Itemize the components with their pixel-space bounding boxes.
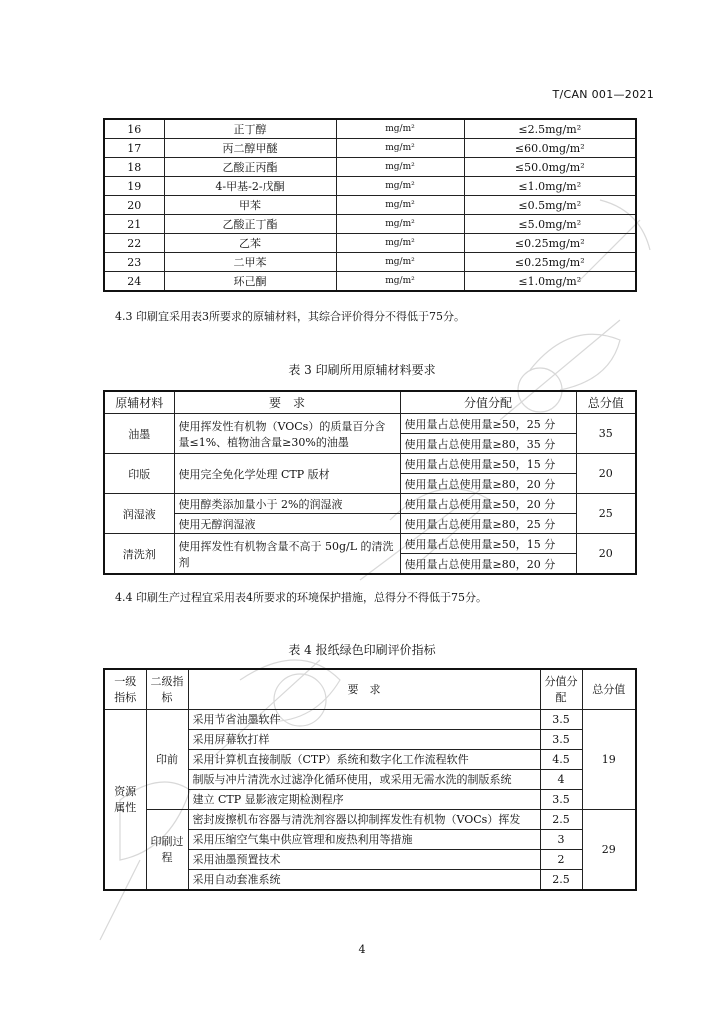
voc-table-row xyxy=(104,253,636,272)
voc-table-row xyxy=(104,234,636,253)
score-press: 2 xyxy=(540,849,582,869)
voc-cell-limit: ≤0.25mg/m² xyxy=(464,253,636,272)
voc-cell-no: 24 xyxy=(104,272,164,292)
table4-newspaper-indicators xyxy=(103,668,637,891)
requirement-plate: 使用完全免化学处理 CTP 版材 xyxy=(174,454,400,494)
voc-cell-name: 乙苯 xyxy=(164,234,336,253)
voc-cell-name: 丙二醇甲醚 xyxy=(164,139,336,158)
voc-table-row xyxy=(104,139,636,158)
total-press: 29 xyxy=(582,809,636,890)
header-score: 分值分配 xyxy=(540,669,582,709)
score-fountain-1: 使用量占总使用量≥50，20 分 xyxy=(400,494,576,514)
total-cleaner: 20 xyxy=(576,534,636,575)
voc-cell-no: 21 xyxy=(104,215,164,234)
voc-cell-name: 乙酸正丙酯 xyxy=(164,158,336,177)
score-prepress: 3.5 xyxy=(540,789,582,809)
voc-cell-name: 正丁醇 xyxy=(164,119,336,139)
voc-cell-limit: ≤1.0mg/m² xyxy=(464,177,636,196)
material-plate: 印版 xyxy=(104,454,174,494)
header-total: 总分值 xyxy=(582,669,636,709)
voc-cell-unit: mg/m² xyxy=(336,272,464,292)
requirement-ink: 使用挥发性有机物（VOCs）的质量百分含量≤1%、植物油含量≥30%的油墨 xyxy=(174,414,400,454)
voc-cell-unit: mg/m² xyxy=(336,234,464,253)
voc-cell-limit: ≤2.5mg/m² xyxy=(464,119,636,139)
voc-cell-limit: ≤50.0mg/m² xyxy=(464,158,636,177)
header-material: 原辅材料 xyxy=(104,391,174,414)
voc-cell-limit: ≤1.0mg/m² xyxy=(464,272,636,292)
voc-table-row xyxy=(104,272,636,292)
voc-cell-limit: ≤60.0mg/m² xyxy=(464,139,636,158)
table3-materials xyxy=(103,390,637,575)
score-cleaner-2: 使用量占总使用量≥80，20 分 xyxy=(400,554,576,575)
voc-cell-limit: ≤0.5mg/m² xyxy=(464,196,636,215)
score-plate-2: 使用量占总使用量≥80，20 分 xyxy=(400,474,576,494)
voc-cell-unit: mg/m² xyxy=(336,139,464,158)
header-total: 总分值 xyxy=(576,391,636,414)
voc-cell-no: 22 xyxy=(104,234,164,253)
material-ink: 油墨 xyxy=(104,414,174,454)
voc-cell-no: 16 xyxy=(104,119,164,139)
voc-table-row xyxy=(104,215,636,234)
voc-table-row xyxy=(104,119,636,139)
voc-cell-no: 19 xyxy=(104,177,164,196)
material-fountain: 润湿液 xyxy=(104,494,174,534)
score-press: 3 xyxy=(540,829,582,849)
voc-cell-name: 环己酮 xyxy=(164,272,336,292)
score-ink-1: 使用量占总使用量≥50，25 分 xyxy=(400,414,576,434)
voc-cell-unit: mg/m² xyxy=(336,158,464,177)
header-requirement: 要 求 xyxy=(188,669,540,709)
voc-cell-name: 乙酸正丁酯 xyxy=(164,215,336,234)
voc-table-row xyxy=(104,196,636,215)
level1-category: 资源属性 xyxy=(104,709,146,890)
total-plate: 20 xyxy=(576,454,636,494)
requirement-press: 采用自动套准系统 xyxy=(188,869,540,890)
voc-table-body xyxy=(104,119,636,291)
score-plate-1: 使用量占总使用量≥50，15 分 xyxy=(400,454,576,474)
table4-caption: 表 4 报纸绿色印刷评价指标 xyxy=(288,643,436,657)
voc-cell-no: 17 xyxy=(104,139,164,158)
requirement-press: 采用压缩空气集中供应管理和废热利用等措施 xyxy=(188,829,540,849)
total-prepress: 19 xyxy=(582,709,636,809)
header-requirement: 要 求 xyxy=(174,391,400,414)
score-press: 2.5 xyxy=(540,809,582,829)
voc-cell-unit: mg/m² xyxy=(336,119,464,139)
score-prepress: 3.5 xyxy=(540,709,582,729)
voc-cell-unit: mg/m² xyxy=(336,196,464,215)
score-prepress: 3.5 xyxy=(540,729,582,749)
requirement-prepress: 采用屏幕软打样 xyxy=(188,729,540,749)
total-fountain: 25 xyxy=(576,494,636,534)
requirement-cleaner: 使用挥发性有机物含量不高于 50g/L 的清洗剂 xyxy=(174,534,400,575)
requirement-prepress: 建立 CTP 显影液定期检测程序 xyxy=(188,789,540,809)
table4-row xyxy=(104,709,636,729)
requirement-fountain-1: 使用醇类添加量小于 2%的润湿液 xyxy=(174,494,400,514)
header-level2: 二级指标 xyxy=(146,669,188,709)
requirement-prepress: 采用节省油墨软件 xyxy=(188,709,540,729)
requirement-prepress: 制版与冲片清洗水过滤净化循环使用，或采用无需水洗的制版系统 xyxy=(188,769,540,789)
voc-cell-name: 甲苯 xyxy=(164,196,336,215)
header-score-allocation: 分值分配 xyxy=(400,391,576,414)
voc-cell-no: 18 xyxy=(104,158,164,177)
voc-table-row xyxy=(104,177,636,196)
voc-cell-unit: mg/m² xyxy=(336,253,464,272)
voc-cell-name: 二甲苯 xyxy=(164,253,336,272)
requirement-press: 密封废擦机布容器与清洗剂容器以抑制挥发性有机物（VOCs）挥发 xyxy=(188,809,540,829)
voc-limit-table xyxy=(103,118,637,292)
paragraph-4-3: 4.3 印刷宜采用表3所要求的原辅材料，其综合评价得分不得低于75分。 xyxy=(115,310,465,323)
paragraph-4-4: 4.4 印刷生产过程宜采用表4所要求的环境保护措施，总得分不得低于75分。 xyxy=(115,591,487,604)
score-prepress: 4 xyxy=(540,769,582,789)
score-press: 2.5 xyxy=(540,869,582,890)
voc-cell-limit: ≤5.0mg/m² xyxy=(464,215,636,234)
voc-cell-unit: mg/m² xyxy=(336,177,464,196)
requirement-fountain-2: 使用无醇润湿液 xyxy=(174,514,400,534)
score-ink-2: 使用量占总使用量≥80，35 分 xyxy=(400,434,576,454)
voc-table-row xyxy=(104,158,636,177)
score-fountain-2: 使用量占总使用量≥80，25 分 xyxy=(400,514,576,534)
voc-cell-name: 4-甲基-2-戊酮 xyxy=(164,177,336,196)
level2-prepress: 印前 xyxy=(146,709,188,809)
score-cleaner-1: 使用量占总使用量≥50，15 分 xyxy=(400,534,576,554)
voc-cell-no: 20 xyxy=(104,196,164,215)
table3-caption: 表 3 印刷所用原辅材料要求 xyxy=(288,363,436,377)
material-cleaner: 清洗剂 xyxy=(104,534,174,575)
voc-cell-no: 23 xyxy=(104,253,164,272)
header-level1: 一级指标 xyxy=(104,669,146,709)
total-ink: 35 xyxy=(576,414,636,454)
voc-cell-limit: ≤0.25mg/m² xyxy=(464,234,636,253)
document-id: T/CAN 001—2021 xyxy=(552,88,654,101)
requirement-press: 采用油墨预置技术 xyxy=(188,849,540,869)
requirement-prepress: 采用计算机直接制版（CTP）系统和数字化工作流程软件 xyxy=(188,749,540,769)
score-prepress: 4.5 xyxy=(540,749,582,769)
page-number: 4 xyxy=(358,943,366,956)
level2-press: 印刷过程 xyxy=(146,809,188,890)
voc-cell-unit: mg/m² xyxy=(336,215,464,234)
table4-body xyxy=(104,709,636,890)
table4-row xyxy=(104,809,636,829)
